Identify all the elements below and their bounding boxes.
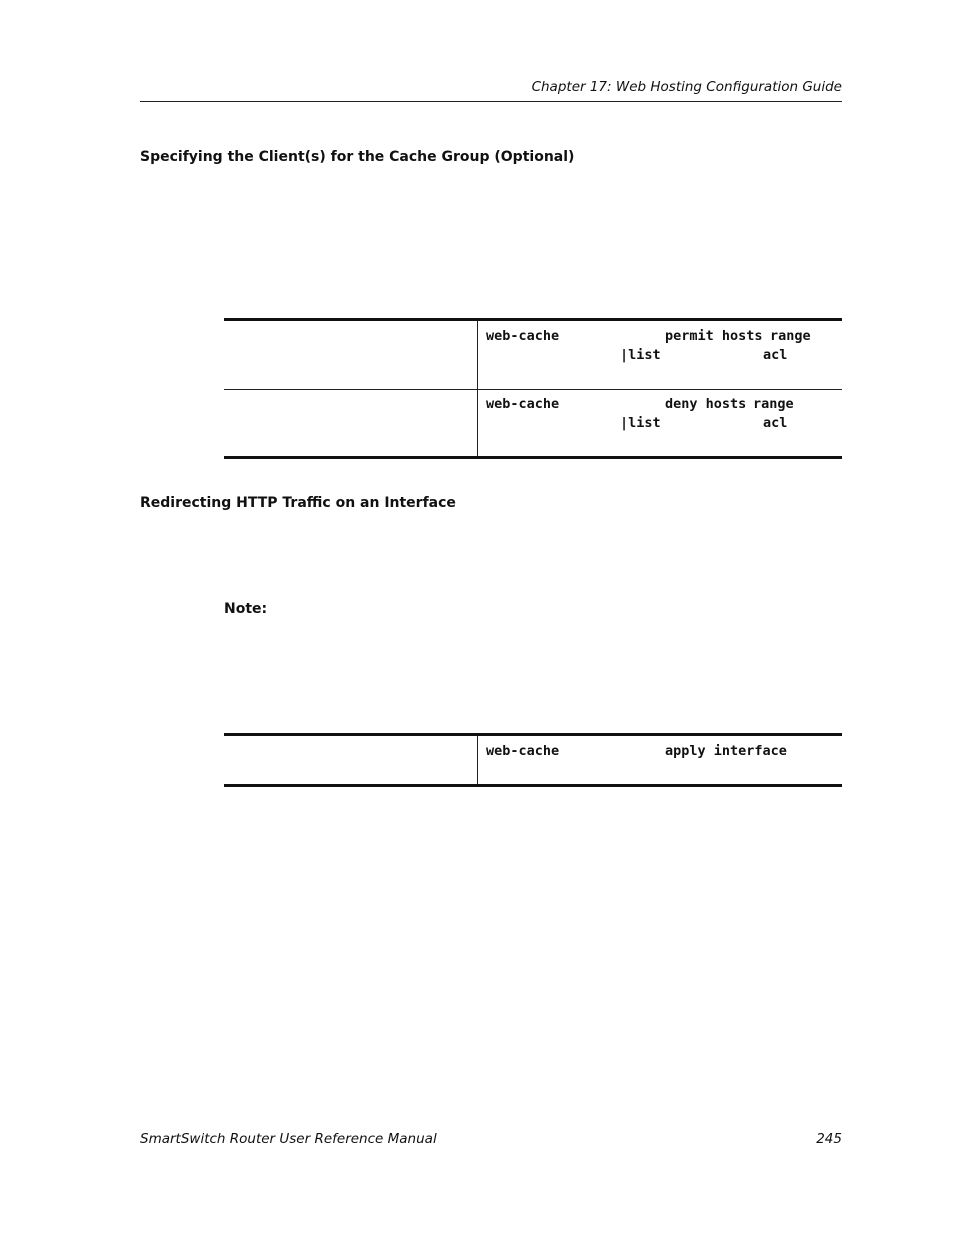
header-divider	[140, 101, 842, 102]
column-divider	[477, 736, 478, 784]
section-heading-redirect-http: Redirecting HTTP Traffic on an Interface	[140, 495, 456, 511]
column-divider	[477, 390, 478, 456]
command-keyword: |list	[620, 347, 661, 363]
command-keyword: permit hosts	[665, 328, 763, 344]
command-table-apply	[224, 733, 842, 787]
column-divider	[477, 321, 478, 389]
command-keyword: apply interface	[665, 743, 787, 759]
command-table-clients	[224, 318, 842, 459]
section-heading-client-cache-group: Specifying the Client(s) for the Cache Group (Optional)	[140, 149, 575, 165]
command-keyword: acl	[763, 415, 788, 431]
command-keyword: range	[770, 328, 811, 344]
running-header: Chapter 17: Web Hosting Configuration Guide	[531, 79, 842, 95]
command-keyword: web-cache	[486, 328, 560, 344]
command-keyword: web-cache	[486, 743, 560, 759]
table-row	[224, 321, 842, 389]
page-number: 245	[816, 1131, 842, 1147]
table-row	[224, 736, 842, 784]
command-keyword: |list	[620, 415, 661, 431]
note-label: Note:	[224, 601, 268, 617]
command-keyword: deny hosts	[665, 396, 747, 412]
command-keyword: range	[753, 396, 794, 412]
table-row	[224, 389, 842, 456]
command-keyword: acl	[763, 347, 788, 363]
footer-manual-title: SmartSwitch Router User Reference Manual	[140, 1131, 437, 1147]
command-keyword: web-cache	[486, 396, 560, 412]
